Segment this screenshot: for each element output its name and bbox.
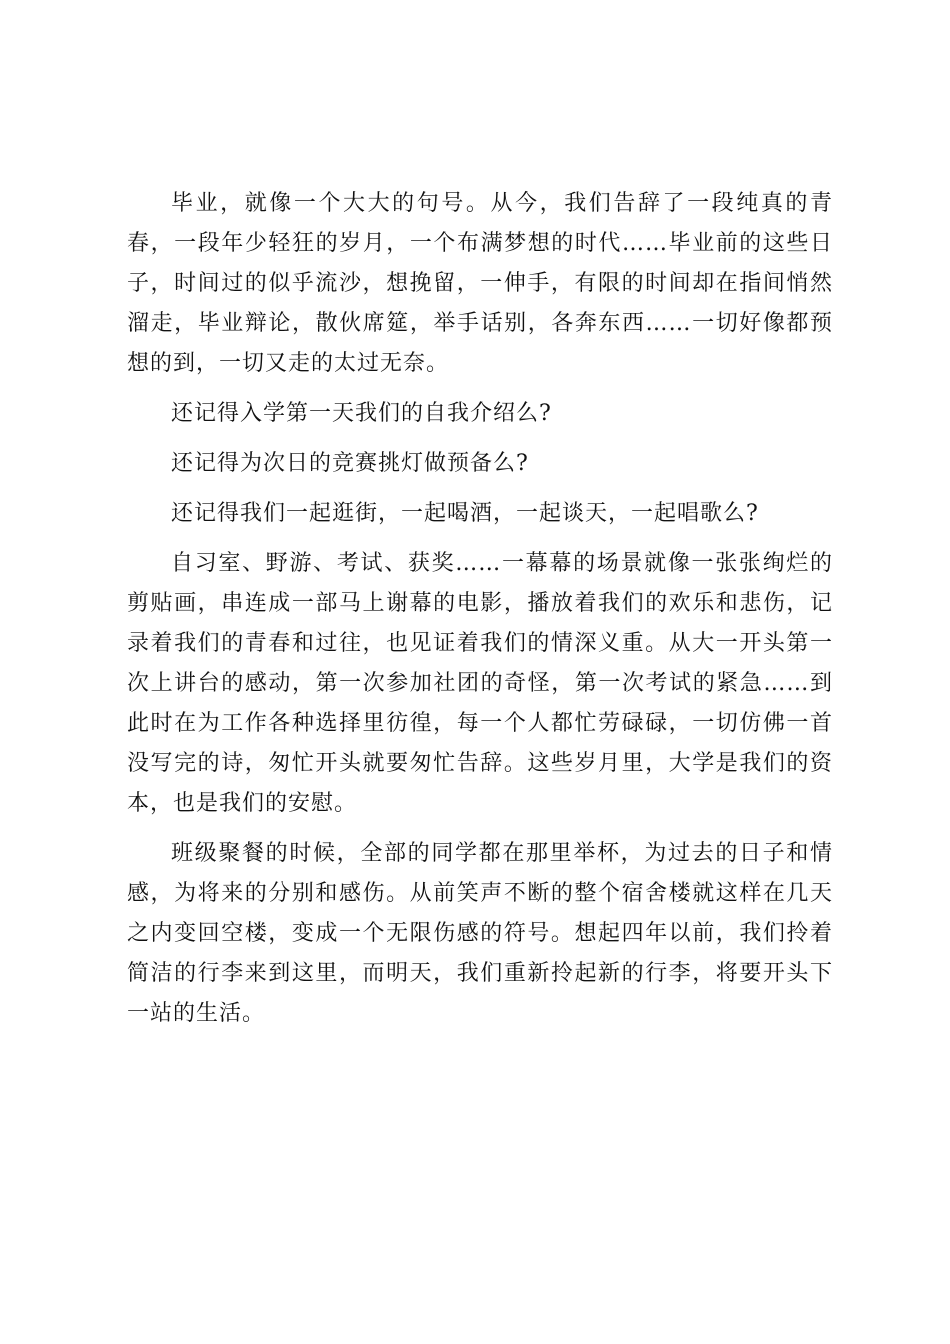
paragraph-memories: 自习室、野游、考试、获奖……一幕幕的场景就像一张张绚烂的剪贴画，串连成一部马上谢幕的电影，播放着我们的欢乐和悲伤，记录着我们的青春和过往，也见证着我们的情深义重。从大一开头第一次上讲台的感动，第一次参加社团的奇怪，第一次考试的紧急……到此时在为工作各种选择里彷徨，每一个人都忙劳碌碌，一切仿佛一首没写完的诗，匆忙开头就要匆忙告辞。这些岁月里，大学是我们的资本，也是我们的安慰。: [127, 551, 833, 816]
paragraph-graduation-intro: 毕业，就像一个大大的句号。从今，我们告辞了一段纯真的青春，一段年少轻狂的岁月，一个布满梦想的时代……毕业前的这些日子，时间过的似乎流沙，想挽留，一伸手，有限的时间却在指间悄然溜走，毕业辩论，散伙席筵，举手话别，各奔东西……一切好像都预想的到，一切又走的太过无奈。: [127, 191, 833, 376]
paragraph-remember-introduction: 还记得入学第一天我们的自我介绍么?: [171, 401, 552, 426]
document-page: [127, 184, 833, 1034]
paragraph-farewell-dinner: 班级聚餐的时候，全部的同学都在那里举杯，为过去的日子和情感，为将来的分别和感伤。从前笑声不断的整个宿舍楼就这样在几天之内变回空楼，变成一个无限伤感的符号。想起四年以前，我们拎着简洁的行李来到这里，而明天，我们重新拎起新的行李，将要开头下一站的生活。: [127, 841, 833, 1026]
paragraph-remember-together: 还记得我们一起逛街，一起喝酒，一起谈天，一起唱歌么?: [171, 501, 759, 526]
paragraph-remember-competition: 还记得为次日的竞赛挑灯做预备么?: [171, 451, 529, 476]
